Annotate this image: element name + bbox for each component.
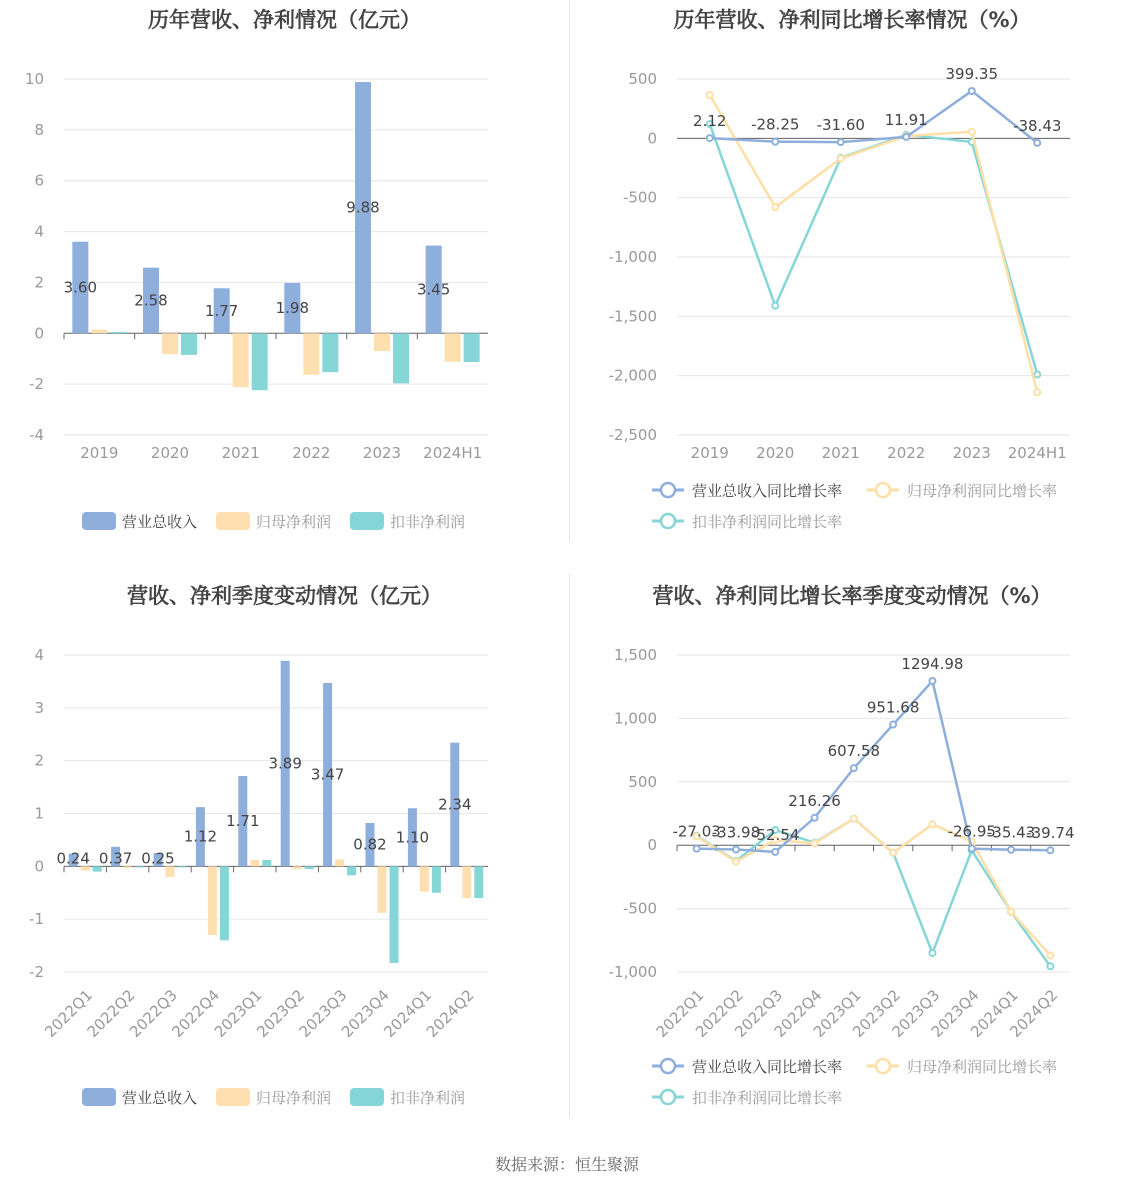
series-point	[929, 678, 935, 684]
bar	[393, 333, 409, 383]
x-tick-label: 2022Q4	[770, 986, 826, 1041]
x-tick-label: 2020	[756, 444, 795, 462]
bar-value-label: 3.60	[63, 278, 98, 297]
y-tick-label: 0	[647, 836, 657, 855]
bar	[464, 333, 480, 362]
series-line	[710, 124, 1038, 374]
series-point	[929, 821, 935, 827]
series-point	[1008, 909, 1014, 915]
legend-label: 扣非净利润	[390, 513, 466, 531]
series-point	[851, 816, 857, 822]
series-point	[1008, 847, 1014, 853]
series-point	[812, 815, 818, 821]
y-tick-label: -1,000	[608, 963, 657, 981]
bar-value-label: 2.34	[438, 795, 472, 814]
series-point	[694, 846, 700, 852]
bar	[91, 329, 107, 333]
legend-swatch	[350, 512, 384, 530]
bar	[252, 333, 268, 390]
y-tick-label: 10	[24, 70, 44, 88]
x-tick-label: 2023Q4	[927, 986, 983, 1041]
y-tick-label: -500	[622, 899, 657, 918]
legend-swatch	[82, 512, 116, 530]
series-point	[890, 850, 896, 856]
quarter-line-title: 营收、净利同比增长率季度变动情况（%）	[652, 584, 1052, 608]
y-tick-label: 2	[34, 751, 44, 770]
y-tick-label: -2,500	[608, 426, 657, 444]
series-point	[1034, 371, 1040, 377]
x-tick-label: 2022Q2	[691, 986, 747, 1041]
annual-bar-title: 历年营收、净利情况（亿元）	[148, 8, 421, 32]
bar-value-label: 0.82	[353, 835, 387, 854]
annual-line-chart	[570, 0, 1134, 560]
point-value-label: 1294.98	[901, 654, 964, 673]
bar-value-label: 0.25	[141, 849, 175, 868]
series-point	[1047, 847, 1053, 853]
series-point	[772, 139, 778, 145]
y-tick-label: 1,500	[614, 646, 657, 664]
y-tick-label: 500	[628, 70, 657, 88]
bar	[420, 866, 429, 891]
series-point	[903, 134, 909, 140]
legend-label: 营业总收入同比增长率	[692, 1058, 843, 1076]
bar	[293, 866, 302, 869]
bar	[166, 866, 175, 877]
bar	[178, 866, 187, 867]
source-footer: 数据来源：恒生聚源	[494, 1155, 639, 1174]
series-point	[890, 722, 896, 728]
x-tick-label: 2023Q4	[338, 986, 393, 1041]
point-value-label: -35.43	[986, 823, 1036, 842]
bar	[162, 333, 178, 354]
legend-label: 扣非净利润同比增长率	[692, 513, 843, 531]
bar-value-label: 3.45	[416, 280, 451, 299]
x-tick-label: 2024Q2	[1006, 986, 1062, 1041]
x-tick-label: 2019	[690, 444, 729, 462]
x-tick-label: 2023Q3	[888, 986, 944, 1041]
series-point	[772, 849, 778, 855]
series-point	[1034, 389, 1040, 395]
legend-swatch	[350, 1088, 384, 1106]
y-tick-label: 6	[34, 171, 44, 190]
x-tick-label: 2022Q1	[41, 986, 97, 1041]
y-tick-label: -1	[29, 910, 44, 929]
bar	[474, 866, 483, 898]
point-value-label: 2.12	[693, 112, 727, 131]
series-point	[851, 765, 857, 771]
bar-value-label: 1.71	[226, 812, 260, 831]
bar	[220, 866, 229, 940]
point-value-label: -26.95	[947, 822, 996, 841]
x-tick-label: 2023Q1	[809, 986, 865, 1041]
x-tick-label: 2024Q1	[967, 986, 1022, 1041]
bar	[335, 859, 344, 866]
annual-line-panel	[570, 0, 1134, 560]
x-tick-label: 2022Q2	[83, 986, 139, 1041]
y-tick-label: 4	[34, 222, 44, 241]
legend-label: 归母净利润同比增长率	[907, 482, 1058, 500]
legend-marker	[661, 1059, 675, 1073]
series-point	[838, 156, 844, 162]
x-tick-label: 2019	[80, 444, 119, 462]
x-tick-label: 2024H1	[1007, 444, 1067, 462]
series-point	[812, 840, 818, 846]
legend-label: 扣非净利润同比增长率	[692, 1089, 843, 1107]
x-tick-label: 2024Q2	[422, 986, 478, 1041]
bar	[305, 866, 314, 869]
point-value-label: 951.68	[866, 698, 920, 717]
bar-value-label: 1.12	[183, 827, 218, 846]
bar-value-label: 3.89	[268, 754, 302, 773]
point-value-label: -33.98	[711, 823, 761, 842]
annual-bar-panel	[0, 0, 569, 560]
bar	[390, 866, 399, 963]
x-tick-label: 2023	[952, 444, 991, 462]
point-value-label: -27.03	[672, 822, 721, 841]
quarter-bar-panel	[0, 576, 569, 1136]
series-point	[929, 950, 935, 956]
x-tick-label: 2022	[292, 444, 331, 462]
y-tick-label: -4	[29, 426, 44, 444]
series-point	[772, 303, 778, 309]
legend-marker	[876, 483, 890, 497]
quarter-bar-title: 营收、净利季度变动情况（亿元）	[127, 584, 442, 608]
bar	[462, 866, 471, 898]
x-tick-label: 2023Q1	[210, 986, 266, 1041]
legend-label: 营业总收入同比增长率	[692, 482, 843, 500]
series-point	[1034, 140, 1040, 146]
bar	[303, 333, 319, 374]
x-tick-label: 2023	[362, 444, 402, 462]
bar	[110, 332, 126, 333]
series-point	[969, 129, 975, 135]
point-value-label: 11.91	[884, 110, 928, 129]
series-point	[707, 92, 713, 98]
point-value-label: -31.60	[816, 116, 865, 135]
bar-value-label: 2.58	[134, 291, 168, 310]
quarter-bar-chart	[0, 576, 569, 1136]
legend-marker	[661, 483, 675, 497]
y-tick-label: 8	[34, 120, 44, 139]
x-tick-label: 2020	[150, 444, 190, 462]
series-point	[1047, 953, 1053, 959]
series-point	[707, 135, 713, 141]
bar-value-label: 1.77	[204, 301, 239, 320]
point-value-label: -39.74	[1026, 824, 1075, 843]
bar	[233, 333, 249, 387]
y-tick-label: 0	[647, 129, 657, 148]
quarter-line-panel	[570, 576, 1134, 1136]
y-tick-label: -2	[29, 963, 44, 981]
bar-value-label: 1.10	[395, 828, 430, 847]
vertical-divider-bottom	[569, 574, 570, 1118]
y-tick-label: 4	[34, 646, 44, 664]
annual-bar-chart	[0, 0, 569, 560]
point-value-label: 399.35	[945, 64, 998, 83]
series-point	[733, 859, 739, 865]
x-tick-label: 2022Q1	[652, 986, 708, 1041]
bar	[445, 333, 461, 361]
y-tick-label: -500	[622, 188, 657, 207]
bar-value-label: 1.98	[275, 299, 310, 318]
series-point	[733, 847, 739, 853]
y-tick-label: -2,000	[608, 366, 657, 385]
annual-line-title: 历年营收、净利同比增长率情况（%）	[673, 8, 1031, 32]
y-tick-label: 3	[34, 698, 44, 717]
x-tick-label: 2022Q4	[168, 986, 224, 1041]
y-tick-label: -2	[29, 375, 44, 394]
x-tick-label: 2024Q1	[380, 986, 436, 1041]
legend-label: 扣非净利润	[390, 1089, 466, 1107]
y-tick-label: 0	[34, 857, 44, 876]
bar	[262, 860, 271, 866]
series-point	[772, 204, 778, 210]
bar	[181, 333, 197, 355]
bar	[378, 866, 387, 912]
bar	[432, 866, 441, 892]
point-value-label: 216.26	[788, 791, 841, 810]
x-tick-label: 2021	[821, 444, 860, 462]
legend-marker	[876, 1059, 890, 1073]
x-tick-label: 2021	[221, 444, 260, 462]
bar-value-label: 3.47	[310, 765, 345, 784]
bar	[322, 333, 338, 372]
x-tick-label: 2022	[887, 444, 926, 462]
bar-value-label: 0.24	[56, 849, 90, 868]
legend-label: 营业总收入	[122, 1089, 198, 1107]
y-tick-label: 500	[628, 772, 657, 791]
point-value-label: -28.25	[751, 115, 800, 134]
x-tick-label: 2023Q3	[295, 986, 351, 1041]
bar	[374, 333, 390, 351]
series-point	[969, 846, 975, 852]
legend-label: 归母净利润	[256, 1089, 332, 1107]
point-value-label: -52.54	[751, 825, 800, 844]
bar	[208, 866, 217, 935]
y-tick-label: -1,000	[608, 248, 657, 266]
legend-label: 归母净利润同比增长率	[907, 1058, 1058, 1076]
legend-marker	[661, 514, 675, 528]
legend-swatch	[216, 512, 250, 530]
legend-label: 归母净利润	[256, 513, 332, 531]
bar	[250, 860, 259, 866]
bar-value-label: 0.37	[98, 849, 133, 868]
y-tick-label: 1,000	[614, 709, 657, 728]
y-tick-label: 0	[34, 324, 44, 343]
bar-value-label: 9.88	[346, 198, 380, 217]
legend-swatch	[216, 1088, 250, 1106]
x-tick-label: 2023Q2	[253, 986, 309, 1041]
point-value-label: 607.58	[827, 742, 881, 761]
y-tick-label: 1	[34, 804, 44, 823]
series-point	[969, 88, 975, 94]
legend-marker	[661, 1090, 675, 1104]
y-tick-label: -1,500	[608, 307, 657, 326]
legend-label: 营业总收入	[122, 513, 198, 531]
bar	[347, 866, 356, 875]
y-tick-label: 2	[34, 273, 44, 292]
quarter-line-chart	[570, 576, 1134, 1136]
vertical-divider-top	[569, 0, 570, 542]
x-tick-label: 2022Q3	[126, 986, 181, 1041]
series-point	[1047, 963, 1053, 969]
x-tick-label: 2023Q2	[849, 986, 904, 1041]
x-tick-label: 2022Q3	[731, 986, 787, 1041]
point-value-label: -38.43	[1013, 116, 1062, 135]
series-point	[838, 139, 844, 145]
x-tick-label: 2024H1	[423, 444, 483, 462]
legend-swatch	[82, 1088, 116, 1106]
